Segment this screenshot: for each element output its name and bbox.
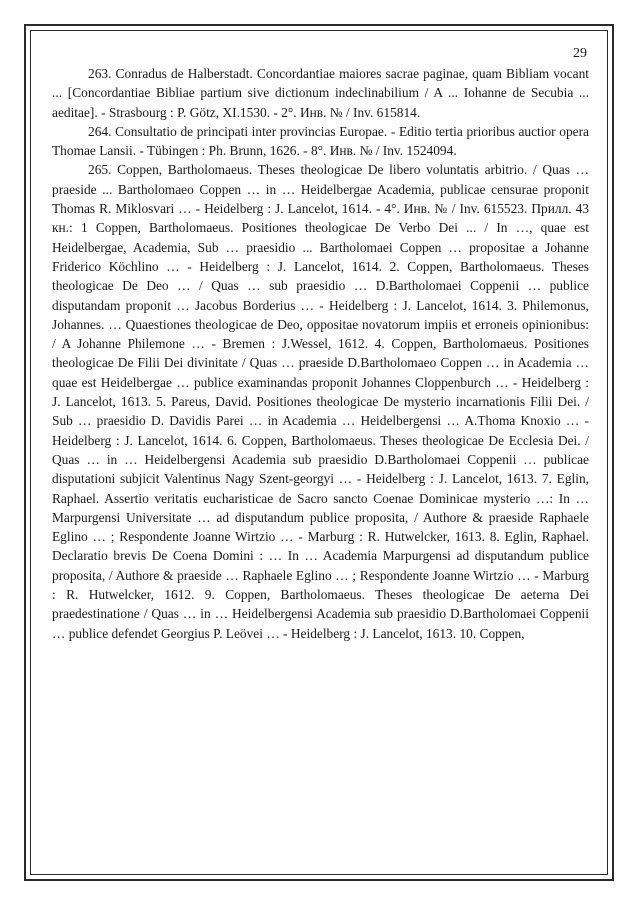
catalog-entry-265: 265. Coppen, Bartholomaeus. Theses theologicae De libero voluntatis arbitrio. / Quas … praeside ... Bartholomaeo Coppen … in … Heidelbergae Academia, publicae censurae proponit Thomas R. Miklosvari … - Heidelberg : J. Lancelot, 1614. - 4°. Инв. № / Inv. 615523. Прилл. 43 кн.: 1 Coppen, Bartholomaeus. Positiones theologicae De Verbo Dei ... / In …, quae est Heidelbergae, Academia, Sub … praesidio ... Bartholomaei Coppen … propositae a Johanne Friderico Köchlino … - Heidelberg : J. Lancelot, 1614. 2. Coppen, Bartholomaeus. Theses theologicae De Deo … / Quas … sub praesidio … D.Bartholomaei Coppenii … publice disputandam proponit … Jacobus Borderius … - Heidelberg : J. Lancelot, 1614. 3. Philemonus, Johannes. … Quaestiones theologicae de Deo, oppositae novatorum impiis et erroneis opinionibus: / A Johanne Philemone … - Bremen : J.Wessel, 1612. 4. Coppen, Bartholomaeus. Positiones theologicae De Filii Dei divinitate / Quas … praeside D.Bartholomaeo Coppen … in Academia … quae est Heidelbergae … publice examinandas proponit Johannes Cloppenburch … - Heidelberg : J. Lancelot, 1613. 5. Pareus, David. Positiones theologicae De mysterio incarnationis Filii Dei. / Sub … praesidio D. Davidis Parei … in Academia … Heidelbergensi … A.Thoma Knoxio … - Heidelberg : J. Lancelot, 1614. 6. Coppen, Bartholomaeus. Theses theologicae De Ecclesia Dei. / Quas … in … Heidelbergensi Academia sub praesidio D.Bartholomaei Coppenii … publicae disputationi subjicit Valentinus Nagy Szent-georgyi … - Heidelberg : J. Lancelot, 1613. 7. Eglin, Raphael. Assertio veritatis eucharisticae de Sacro sancto Coenae Dominicae mysterio …: In … Marpurgensi Universitate … ad disputandum publice proposita, / Authore & praeside Raphaele Eglino … ; Respondente Joanne Wirtzio … - Marburg : R. Hutwelcker, 1613. 8. Eglin, Raphael. Declaratio brevis De Coena Domini : … In … Academia Marpurgensi ad disputandum publice proposita, / Authore & praeside … Raphaele Eglino … ; Respondente Joanne Wirtzio … - Marburg : R. Hutwelcker, 1612. 9. Coppen, Bartholomaeus. Theses theologicae De aeterna Dei praedestinatione / Quas … in … Heidelbergensi Academia sub praesidio D.Bartholomaei Coppenii … publice defendet Georgius P. Leövei … - Heidelberg : J. Lancelot, 1613. 10. Coppen,	[52, 162, 589, 641]
page-content	[52, 44, 589, 643]
page-number: 29	[573, 46, 587, 61]
catalog-entry-263: 263. Conradus de Halberstadt. Concordantiae maiores sacrae paginae, quam Bibliam vocant ... [Concordantiae Bibliae partium sive dictionum indeclinabilium / A ... Iohanne de Secubia ... aeditae]. - Strasbourg : P. Götz, XI.1530. - 2°. Инв. № / Inv. 615814.	[52, 66, 589, 120]
catalog-entry-264: 264. Consultatio de principati inter provincias Europae. - Editio tertia prioribus auctior opera Thomae Lansii. - Tübingen : Ph. Brunn, 1626. - 8°. Инв. № / Inv. 1524094.	[52, 123, 589, 159]
